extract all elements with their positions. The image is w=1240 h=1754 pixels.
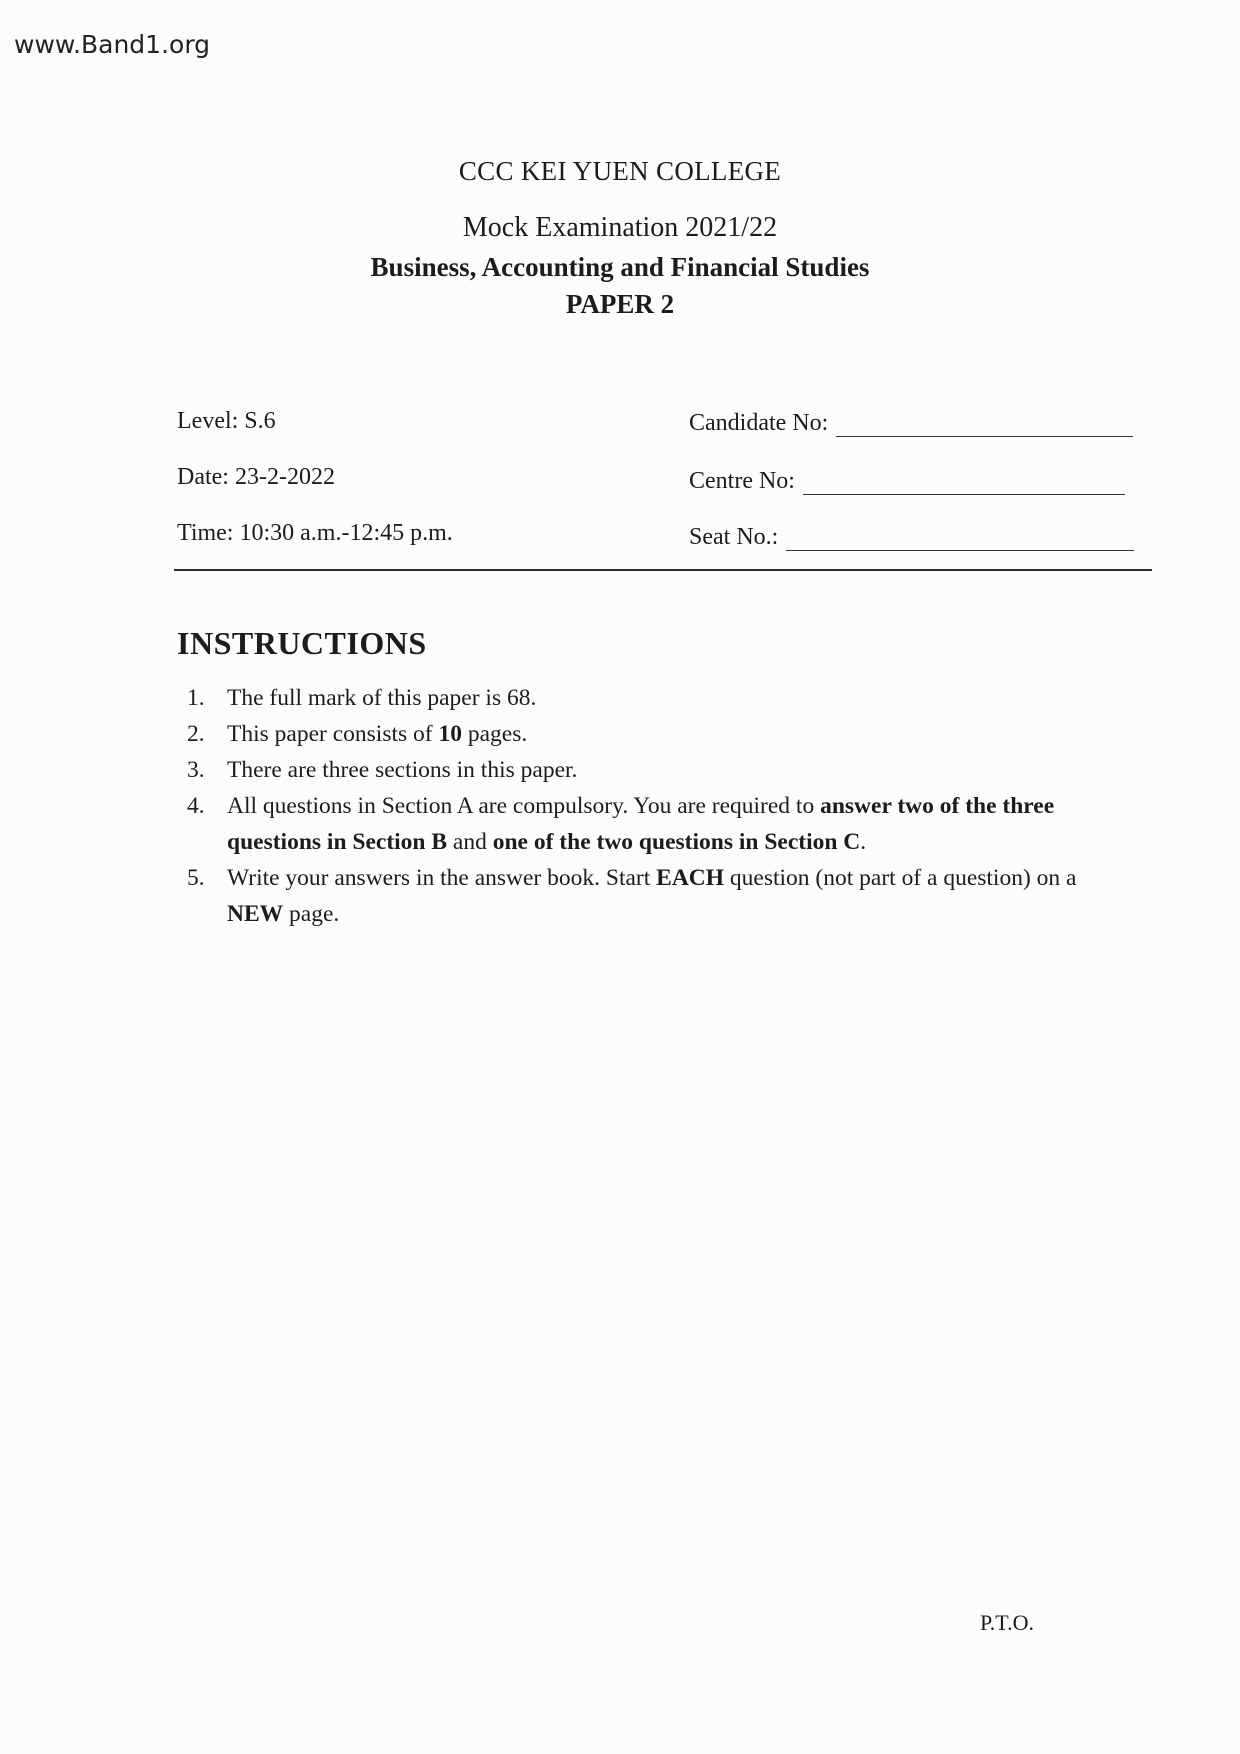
instruction-text (227, 860, 1137, 932)
instruction-bold-run: 10 (438, 721, 462, 747)
instruction-run: All questions in Section A are compulsory. You are required to (227, 793, 821, 819)
instruction-run: Write your answers in the answer book. Start (227, 865, 657, 891)
instructions-heading: INSTRUCTIONS (177, 625, 427, 661)
instruction-run: This paper consists of (227, 721, 439, 747)
seat-no-field (689, 524, 1134, 551)
watermark: www.Band1.org (14, 30, 211, 59)
instruction-number: 5. (187, 865, 205, 891)
instruction-text (227, 752, 1137, 788)
candidate-no-field (689, 410, 1133, 437)
candidate-no-blank (836, 414, 1133, 437)
paper-title: PAPER 2 (565, 289, 675, 319)
instruction-item (177, 788, 1137, 860)
candidate-no-label: Candidate No: (689, 410, 829, 436)
instruction-item (177, 716, 1137, 752)
pto-label: P.T.O. (980, 1610, 1034, 1635)
subject-title: Business, Accounting and Financial Studies (370, 252, 870, 282)
header-divider (174, 569, 1152, 571)
seat-no-blank (786, 528, 1134, 551)
instruction-text (227, 680, 1137, 716)
instructions-list (177, 680, 1137, 932)
date-label: Date: 23-2-2022 (177, 464, 335, 490)
instruction-run: The full mark of this paper is 68. (227, 685, 537, 711)
instruction-item (177, 860, 1137, 932)
instruction-run: question (not part of a question) on a (724, 865, 1077, 891)
time-label: Time: 10:30 a.m.-12:45 p.m. (177, 520, 453, 546)
instruction-number: 3. (187, 757, 205, 783)
instruction-bold-run: one of the two questions in Section C (492, 829, 861, 855)
instruction-number: 4. (187, 793, 205, 819)
instruction-run: page. (283, 901, 340, 927)
instruction-number: 2. (187, 721, 205, 747)
centre-no-blank (803, 472, 1125, 495)
instruction-bold-run: answer two of the three questions in Section B (227, 793, 1055, 855)
centre-no-label: Centre No: (689, 468, 795, 494)
instruction-bold-run: EACH (656, 865, 725, 891)
instruction-run: There are three sections in this paper. (227, 757, 578, 783)
school-name: CCC KEI YUEN COLLEGE (458, 156, 782, 186)
instruction-bold-run: NEW (227, 901, 284, 927)
exam-title: Mock Examination 2021/22 (462, 212, 778, 243)
instruction-text (227, 716, 1137, 752)
centre-no-field (689, 468, 1125, 495)
instruction-text (227, 788, 1137, 860)
instruction-run: . (860, 829, 867, 855)
instruction-item (177, 752, 1137, 788)
instruction-run: and (447, 829, 493, 855)
instruction-number: 1. (187, 685, 205, 711)
instruction-run: pages. (461, 721, 528, 747)
instruction-item (177, 680, 1137, 716)
seat-no-label: Seat No.: (689, 524, 779, 550)
level-label: Level: S.6 (177, 408, 276, 434)
